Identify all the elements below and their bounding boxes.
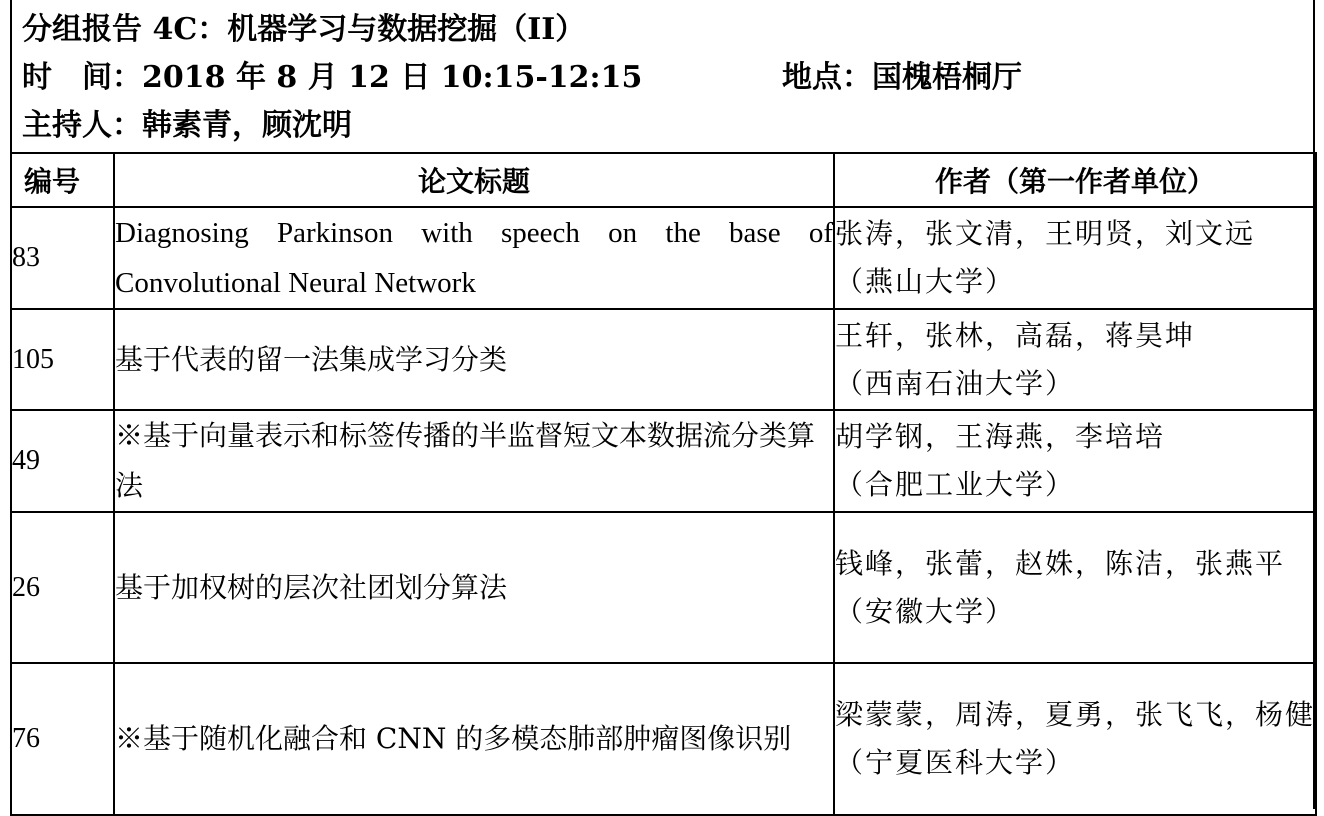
- table-row: [11, 309, 1316, 410]
- session-chairs: [22, 102, 352, 150]
- paper-authors: [834, 207, 1316, 309]
- paper-id: 26: [11, 512, 114, 663]
- author-affiliation: （宁夏医科大学）: [835, 746, 1076, 779]
- author-names: 梁蒙蒙，周涛，夏勇，张飞飞，杨健: [835, 698, 1316, 731]
- session-header: [10, 0, 1315, 153]
- session-title: 分组报告 4C：机器学习与数据挖掘（II）: [22, 12, 586, 47]
- chairs-value: 韩素青，顾沈明: [142, 108, 352, 143]
- author-affiliation: （燕山大学）: [835, 265, 1016, 298]
- papers-table: [10, 152, 1317, 816]
- table-row: [11, 410, 1316, 512]
- author-names: 王轩，张林，高磊，蒋昊坤: [835, 318, 1196, 352]
- author-names: 张涛，张文清，王明贤，刘文远: [835, 217, 1256, 250]
- table-row: [11, 512, 1316, 663]
- paper-title: ※基于向量表示和标签传播的半监督短文本数据流分类算法: [114, 410, 834, 512]
- paper-id: 76: [11, 663, 114, 815]
- location-label: 地点：: [782, 60, 872, 95]
- chairs-label: 主持人：: [22, 108, 142, 143]
- paper-title: ※基于随机化融合和 CNN 的多模态肺部肿瘤图像识别: [114, 663, 834, 815]
- paper-title: 基于加权树的层次社团划分算法: [114, 512, 834, 663]
- paper-title: Diagnosing Parkinson with speech on the base of Convolutional Neural Network: [114, 207, 834, 309]
- header-authors: 作者（第一作者单位）: [834, 153, 1316, 207]
- header-number: 编号: [11, 153, 114, 207]
- author-affiliation: （安徽大学）: [835, 594, 1016, 628]
- author-names: 胡学钢，王海燕，李培培: [835, 420, 1166, 453]
- paper-authors: [834, 410, 1316, 512]
- paper-authors: [834, 663, 1316, 815]
- header-title: 论文标题: [114, 153, 834, 207]
- session-time-location: [22, 54, 1022, 102]
- paper-title: 基于代表的留一法集成学习分类: [114, 309, 834, 410]
- time-label: 时 间：: [22, 60, 142, 95]
- paper-id: 83: [11, 207, 114, 309]
- location: [782, 54, 1022, 102]
- table-row: [11, 663, 1316, 815]
- author-affiliation: （西南石油大学）: [835, 366, 1076, 400]
- author-affiliation: （合肥工业大学）: [835, 468, 1076, 501]
- author-names: 钱峰，张蕾，赵姝，陈洁，张燕平: [835, 546, 1286, 580]
- table-row: [11, 207, 1316, 309]
- paper-id: 49: [11, 410, 114, 512]
- time-value: 2018 年 8 月 12 日 10:15-12:15: [142, 60, 643, 95]
- paper-authors: [834, 512, 1316, 663]
- paper-id: 105: [11, 309, 114, 410]
- paper-authors: [834, 309, 1316, 410]
- location-value: 国槐梧桐厅: [872, 60, 1022, 95]
- table-header-row: [11, 153, 1316, 207]
